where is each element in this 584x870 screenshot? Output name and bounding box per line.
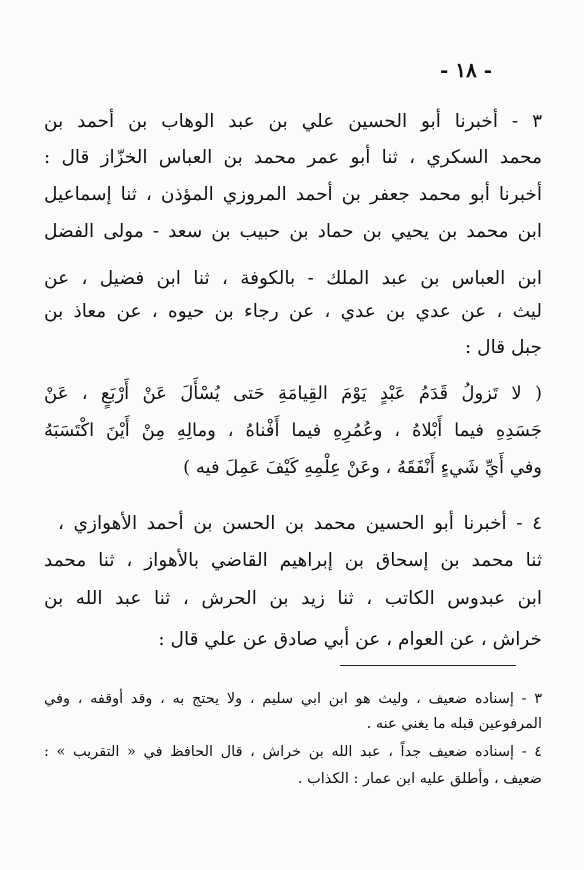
text-line: ليث ، عن عدي بن عدي ، عن رجاء بن حيوه ، عن معاذ بن <box>44 301 542 322</box>
text-line: ابن محمد بن يحيي بن حماد بن حبيب بن سعد - مولى الفضل <box>44 221 542 242</box>
text-line: جبل قال : <box>465 337 542 358</box>
page-number: - ١٨ - <box>440 58 493 82</box>
text-line: ٤ - أخبرنا أبو الحسين محمد بن الحسن بن أحمد الأهوازي ، <box>58 513 542 534</box>
text-line: خراش ، عن العوام ، عن أبي صادق عن علي قال : <box>158 629 542 650</box>
text-line: ثنا محمد بن إسحاق بن إبراهيم القاضي بالأهواز ، ثنا محمد <box>44 550 542 571</box>
hadith-line: ( لا تَزولُ قَدَمُ عَبْدٍ يَوْمَ القِيامَةِ حَتى يُسْأَلَ عَنْ أَرْبَعٍ ، عَنْ <box>44 383 542 404</box>
hadith-line: جَسَدِهِ فيما أَبْلاهُ ، وعُمُرِهِ فيما أَفْناهُ ، ومالِهِ مِنْ أَيْنَ اكْتَسَبَهُ <box>44 420 542 441</box>
hadith-line: وفي أَيِّ شَيءٍ أَنْفَقَهُ ، وعَنْ عِلْمِهِ كَيْفَ عَمِلَ فيه ) <box>183 457 542 478</box>
footnote-divider <box>340 665 516 666</box>
footnote-line: ضعيف ، وأطلق عليه ابن عمار : الكذاب . <box>297 771 542 787</box>
text-line: ابن العباس بن عبد الملك - بالكوفة ، ثنا ابن فضيل ، عن <box>44 268 542 289</box>
footnote-line: ٤ - إسناده ضعيف جداً ، عبد الله بن خراش ، قال الحافظ في « التقريب » : <box>44 744 542 760</box>
footnote-line: المرفوعين قبله ما يغني عنه . <box>366 716 542 732</box>
text-line: أخبرنا أبو محمد جعفر بن أحمد المروزي المؤذن ، ثنا إسماعيل <box>44 184 542 205</box>
text-line: ابن عبدوس الكاتب ، ثنا زيد بن الحرش ، ثنا عبد الله بن <box>44 588 542 609</box>
text-line: ٣ - أخبرنا أبو الحسين علي بن عبد الوهاب بن أحمد بن <box>44 111 542 132</box>
footnote-line: ٣ - إسناده ضعيف ، وليث هو ابن ابي سليم ، ولا يحتج به ، وقد أوقفه ، وفي <box>44 691 542 707</box>
text-line: محمد السكري ، ثنا أبو عمر محمد بن العباس الخزّاز قال : <box>44 147 542 168</box>
